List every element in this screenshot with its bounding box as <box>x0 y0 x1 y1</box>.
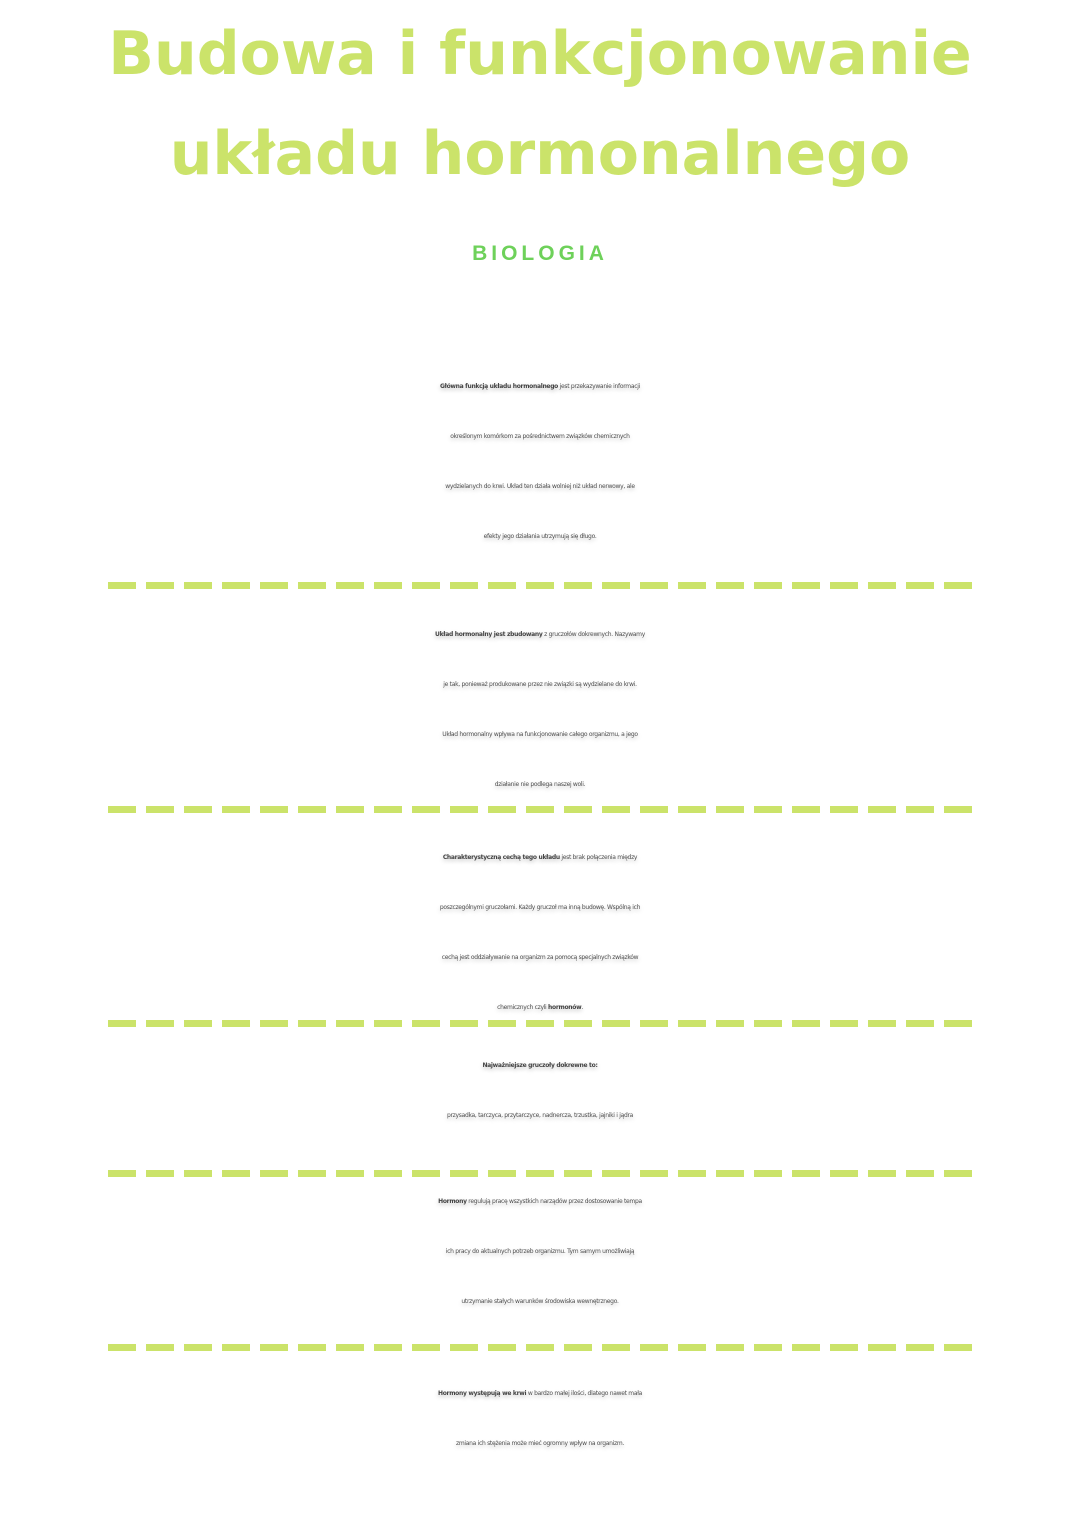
text-span: jest brak połączenia między <box>559 854 638 861</box>
text-span: regulują pracę wszystkich narządów przez dostosowanie tempa <box>466 1198 642 1205</box>
paragraph-line: cechą jest oddziaływanie na organizm za pomocą specjalnych związków <box>441 954 639 961</box>
text-span: jest przekazywanie informacji <box>558 383 640 390</box>
dashed-divider <box>108 582 972 589</box>
text-span: . <box>581 1004 583 1011</box>
page-title-line-1: Budowa i funkcjonowanie <box>108 19 972 89</box>
bold-phrase: Hormony występują we krwi <box>438 1390 527 1397</box>
glands-heading: Najważniejsze gruczoły dokrewne to: <box>482 1062 598 1069</box>
bold-phrase: hormonów <box>548 1004 582 1011</box>
page-title-line-2: układu hormonalnego <box>169 119 911 189</box>
dashed-divider <box>108 1344 972 1351</box>
paragraph-glands <box>0 1041 1080 1141</box>
paragraph-line <box>0 610 1080 660</box>
paragraph-line <box>0 1369 1080 1419</box>
paragraph-line: wydzielanych do krwi. Układ ten działa wolniej niż układ nerwowy, ale <box>445 483 635 490</box>
paragraph-line: je tak, ponieważ produkowane przez nie związki są wydzielane do krwi. <box>443 681 637 688</box>
paragraph-characteristics <box>0 833 1080 1033</box>
dashed-divider <box>108 1020 972 1027</box>
paragraph-line: utrzymanie stałych warunków środowiska wewnętrznego. <box>461 1298 619 1305</box>
bold-phrase: Układ hormonalny jest zbudowany <box>435 631 543 638</box>
bold-phrase: Hormony <box>438 1198 467 1205</box>
bold-phrase: Główna funkcją układu hormonalnego <box>440 383 559 390</box>
paragraph-line: ich pracy do aktualnych potrzeb organizmu. Tym samym umożliwiają <box>445 1248 635 1255</box>
paragraph-main-function <box>0 362 1080 562</box>
paragraph-line: efekty jego działania utrzymują się długo. <box>483 533 597 540</box>
paragraph-line: poszczególnymi gruczołami. Każdy gruczoł ma inną budowę. Wspólną ich <box>439 904 641 911</box>
paragraph-line <box>0 362 1080 412</box>
paragraph-line: Układ hormonalny wpływa na funkcjonowanie całego organizmu, a jego <box>442 731 638 738</box>
paragraph-hormones-regulate <box>0 1177 1080 1327</box>
paragraph-line <box>0 833 1080 883</box>
paragraph-line: określonym komórkom za pośrednictwem związków chemicznych <box>450 433 630 440</box>
glands-list: przysadka, tarczyca, przytarczyce, nadnercza, trzustka, jajniki i jądra <box>446 1112 633 1119</box>
dashed-divider <box>108 806 972 813</box>
paragraph-structure <box>0 610 1080 810</box>
paragraph-line: zmiana ich stężenia może mieć ogromny wpływ na organizm. <box>456 1440 624 1447</box>
bold-phrase: Charakterystyczną cechą tego układu <box>442 854 560 861</box>
paragraph-hormones-blood <box>0 1369 1080 1469</box>
text-span: w bardzo małej ilości, dlatego nawet mała <box>526 1390 642 1397</box>
paragraph-line: działanie nie podlega naszej woli. <box>494 781 586 788</box>
paragraph-line <box>0 1177 1080 1227</box>
dashed-divider <box>108 1170 972 1177</box>
subject-label: BIOLOGIA <box>472 242 608 265</box>
text-span: chemicznych czyli <box>497 1004 549 1011</box>
text-span: z gruczołów dokrewnych. Nazywamy <box>542 631 645 638</box>
